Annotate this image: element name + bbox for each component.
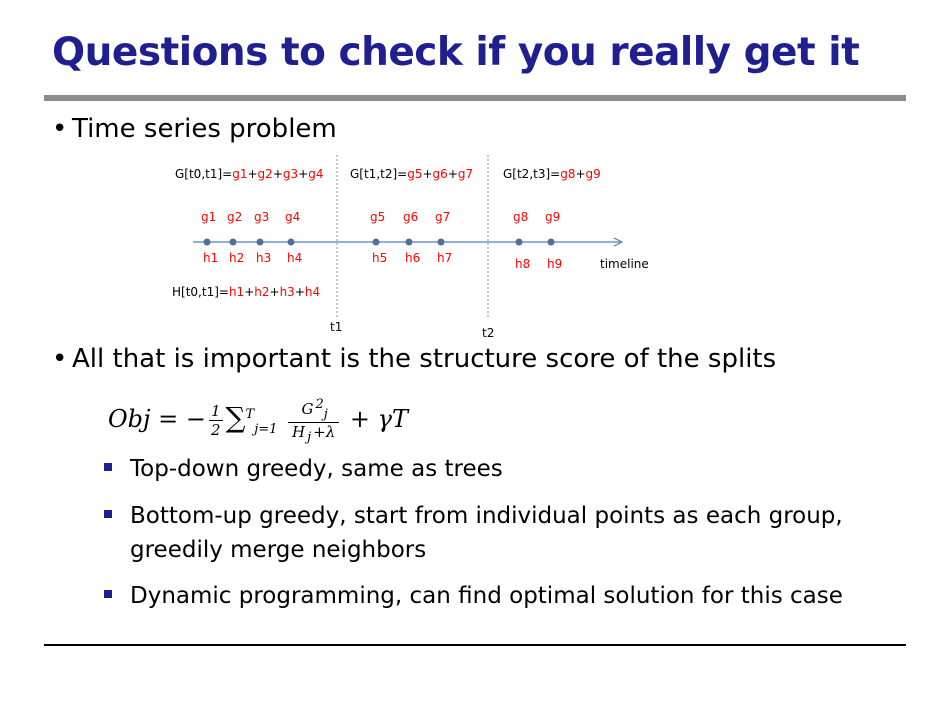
formula-term: h3 [279, 285, 295, 299]
formula-term: g9 [585, 167, 601, 181]
h-label: h5 [372, 251, 388, 265]
subbullet-top-down [104, 452, 860, 486]
time-point [204, 239, 211, 246]
g-label: g1 [201, 210, 217, 224]
formula-term: g5 [407, 167, 423, 181]
split-label-t1: t1 [330, 320, 343, 334]
formula-term: g8 [560, 167, 576, 181]
formula-term: g3 [282, 167, 299, 181]
h-label: h1 [203, 251, 219, 265]
plus-sign: + [447, 167, 458, 181]
h-label: h9 [547, 257, 563, 271]
g-label: g6 [403, 210, 419, 224]
time-point [438, 239, 445, 246]
G-formula-t1-t2 [350, 167, 473, 181]
footer-divider [44, 644, 906, 646]
subbullet-text: Dynamic programming, can find optimal solution for this case [130, 583, 843, 609]
half-numerator: 1 [210, 402, 221, 420]
g-label: g5 [370, 210, 386, 224]
h-label: h2 [229, 251, 245, 265]
formula-prefix: H[t0,t1]= [172, 285, 229, 299]
formula-prefix: G[t1,t2]= [350, 167, 408, 181]
plus-sign: + [272, 167, 283, 181]
time-point [288, 239, 295, 246]
subbullet-text: Bottom-up greedy, start from individual points as each group, greedily merge neighbors [130, 503, 843, 563]
bullet-structure-score [52, 344, 776, 374]
formula-fraction [288, 396, 339, 445]
formula-term: g6 [432, 167, 448, 181]
g-label: g2 [227, 210, 243, 224]
G-formula-t2-t3 [503, 167, 601, 181]
time-point [548, 239, 555, 246]
plus-sign: + [244, 285, 255, 299]
bullet-dot: • [52, 114, 68, 144]
bullet-dot: • [52, 344, 68, 374]
time-point [257, 239, 264, 246]
timeline-label: timeline [600, 257, 649, 271]
g-label: g8 [513, 210, 529, 224]
square-bullet-icon [104, 463, 112, 471]
plus-sign: + [269, 285, 280, 299]
time-point [516, 239, 523, 246]
h-label: h4 [287, 251, 303, 265]
sum-symbol: ∑ [225, 401, 246, 434]
bullet-text: All that is important is the structure score of the splits [72, 344, 777, 374]
sum-upper: T [245, 407, 255, 422]
formula-lhs: Obj = − [108, 405, 206, 433]
formula-term: g2 [257, 167, 273, 181]
time-point [406, 239, 413, 246]
subbullet-dynamic-programming [104, 579, 860, 613]
g-label: g4 [285, 210, 301, 224]
h-label: h7 [437, 251, 453, 265]
formula-term: g7 [457, 167, 474, 181]
frac-denominator-sub: j [307, 430, 312, 445]
formula-term: h1 [228, 285, 245, 299]
formula-rhs: + γT [349, 405, 408, 433]
square-bullet-icon [104, 510, 112, 518]
formula-term: h4 [304, 285, 321, 299]
g-label: g9 [545, 210, 561, 224]
plus-sign: + [294, 285, 305, 299]
sum-lower: j=1 [254, 421, 278, 437]
frac-denominator: H [292, 423, 306, 441]
frac-numerator-sub: j [323, 407, 328, 422]
split-label-t2: t2 [482, 326, 495, 340]
plus-sign: + [247, 167, 258, 181]
time-point [230, 239, 237, 246]
objective-formula [108, 396, 408, 445]
formula-half [209, 402, 223, 439]
formula-prefix: G[t0,t1]= [175, 167, 233, 181]
g-label: g3 [254, 210, 270, 224]
plus-sign: + [422, 167, 433, 181]
formula-term: h2 [254, 285, 270, 299]
formula-term: g1 [232, 167, 248, 181]
H-formula-t0-t1 [172, 285, 320, 299]
g-label: g7 [435, 210, 451, 224]
bullet-text: Time series problem [72, 114, 337, 144]
half-denominator: 2 [210, 421, 221, 439]
subbullet-text: Top-down greedy, same as trees [130, 456, 503, 482]
h-label: h3 [256, 251, 272, 265]
square-bullet-icon [104, 590, 112, 598]
plus-sign: + [575, 167, 586, 181]
formula-prefix: G[t2,t3]= [503, 167, 561, 181]
subbullet-bottom-up [104, 499, 860, 567]
formula-term: g4 [308, 167, 324, 181]
frac-numerator-sup: 2 [315, 397, 324, 412]
plus-sign: + [298, 167, 309, 181]
frac-denominator-rest: +λ [313, 423, 336, 441]
frac-numerator: G [301, 400, 314, 418]
h-label: h6 [405, 251, 421, 265]
h-label: h8 [515, 257, 531, 271]
G-formula-t0-t1 [175, 167, 323, 181]
time-point [373, 239, 380, 246]
slide-title: Questions to check if you really get it [52, 30, 860, 75]
